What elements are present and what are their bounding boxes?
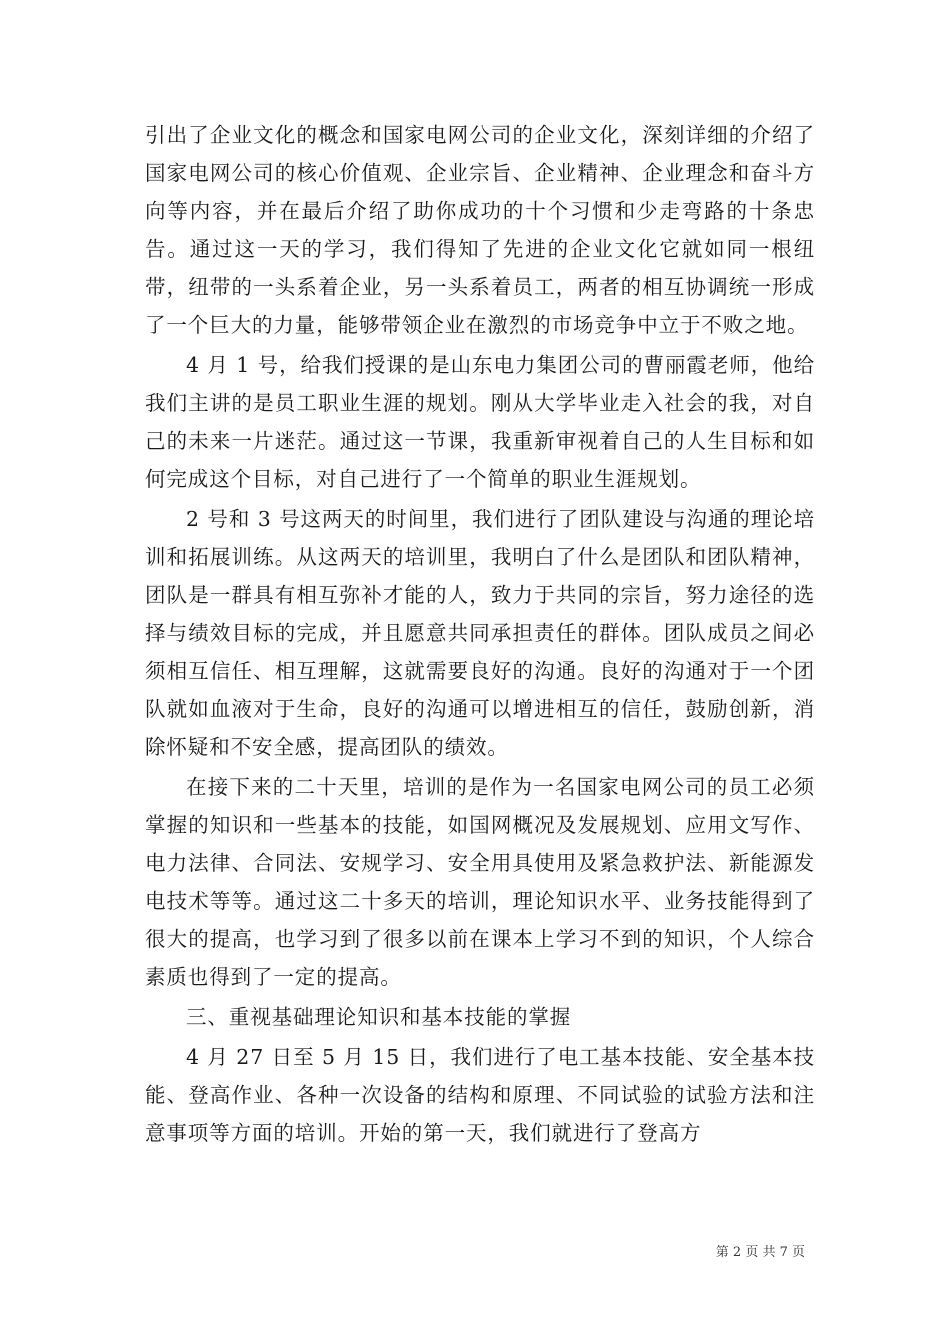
section-heading: 三、重视基础理论知识和基本技能的掌握 [186,1005,572,1029]
paragraph-1: 引出了企业文化的概念和国家电网公司的企业文化，深刻详细的介绍了国家电网公司的核心价值观、企业宗旨、企业精神、企业理念和奋斗方向等内容，并在最后介绍了助你成功的十个习惯和少走弯路的十条忠告。通过这一天的学习，我们得知了先进的企业文化它就如同一根纽带，纽带的一头系着企业，另一头系着员工，两者的相互协调统一形成了一个巨大的力量，能够带领企业在激烈的市场竞争中立于不败之地。 [145,123,815,337]
paragraph-3: 2 号和 3 号这两天的时间里，我们进行了团队建设与沟通的理论培训和拓展训练。从这两天的培训里，我明白了什么是团队和团队精神，团队是一群具有相互弥补才能的人，致力于共同的宗旨，努力途径的选择与绩效目标的完成，并且愿意共同承担责任的群体。团队成员之间必须相互信任、相互理解，这就需要良好的沟通。良好的沟通对于一个团队就如血液对于生命，良好的沟通可以增进相互的信任，鼓励创新，消除怀疑和不安全感，提高团队的绩效。 [145,507,815,759]
paragraph-4: 在接下来的二十天里，培训的是作为一名国家电网公司的员工必须掌握的知识和一些基本的技能，如国网概况及发展规划、应用文写作、电力法律、合同法、安规学习、安全用具使用及紧急救护法、新能源发电技术等等。通过这二十多天的培训，理论知识水平、业务技能得到了很大的提高，也学习到了很多以前在课本上学习不到的知识，个人综合素质也得到了一定的提高。 [145,775,815,989]
paragraph-2: 4 月 1 号，给我们授课的是山东电力集团公司的曹丽霞老师，他给我们主讲的是员工职业生涯的规划。刚从大学毕业走入社会的我，对自己的未来一片迷茫。通过这一节课，我重新审视着自己的人生目标和如何完成这个目标，对自己进行了一个简单的职业生涯规划。 [145,353,815,491]
page-number-footer: 第 2 页 共 7 页 [715,1245,805,1260]
document-body [145,116,815,1152]
paragraph-5: 4 月 27 日至 5 月 15 日，我们进行了电工基本技能、安全基本技能、登高作业、各种一次设备的结构和原理、不同试验的试验方法和注意事项等方面的培训。开始的第一天，我们就进行了登高方 [145,1045,815,1145]
